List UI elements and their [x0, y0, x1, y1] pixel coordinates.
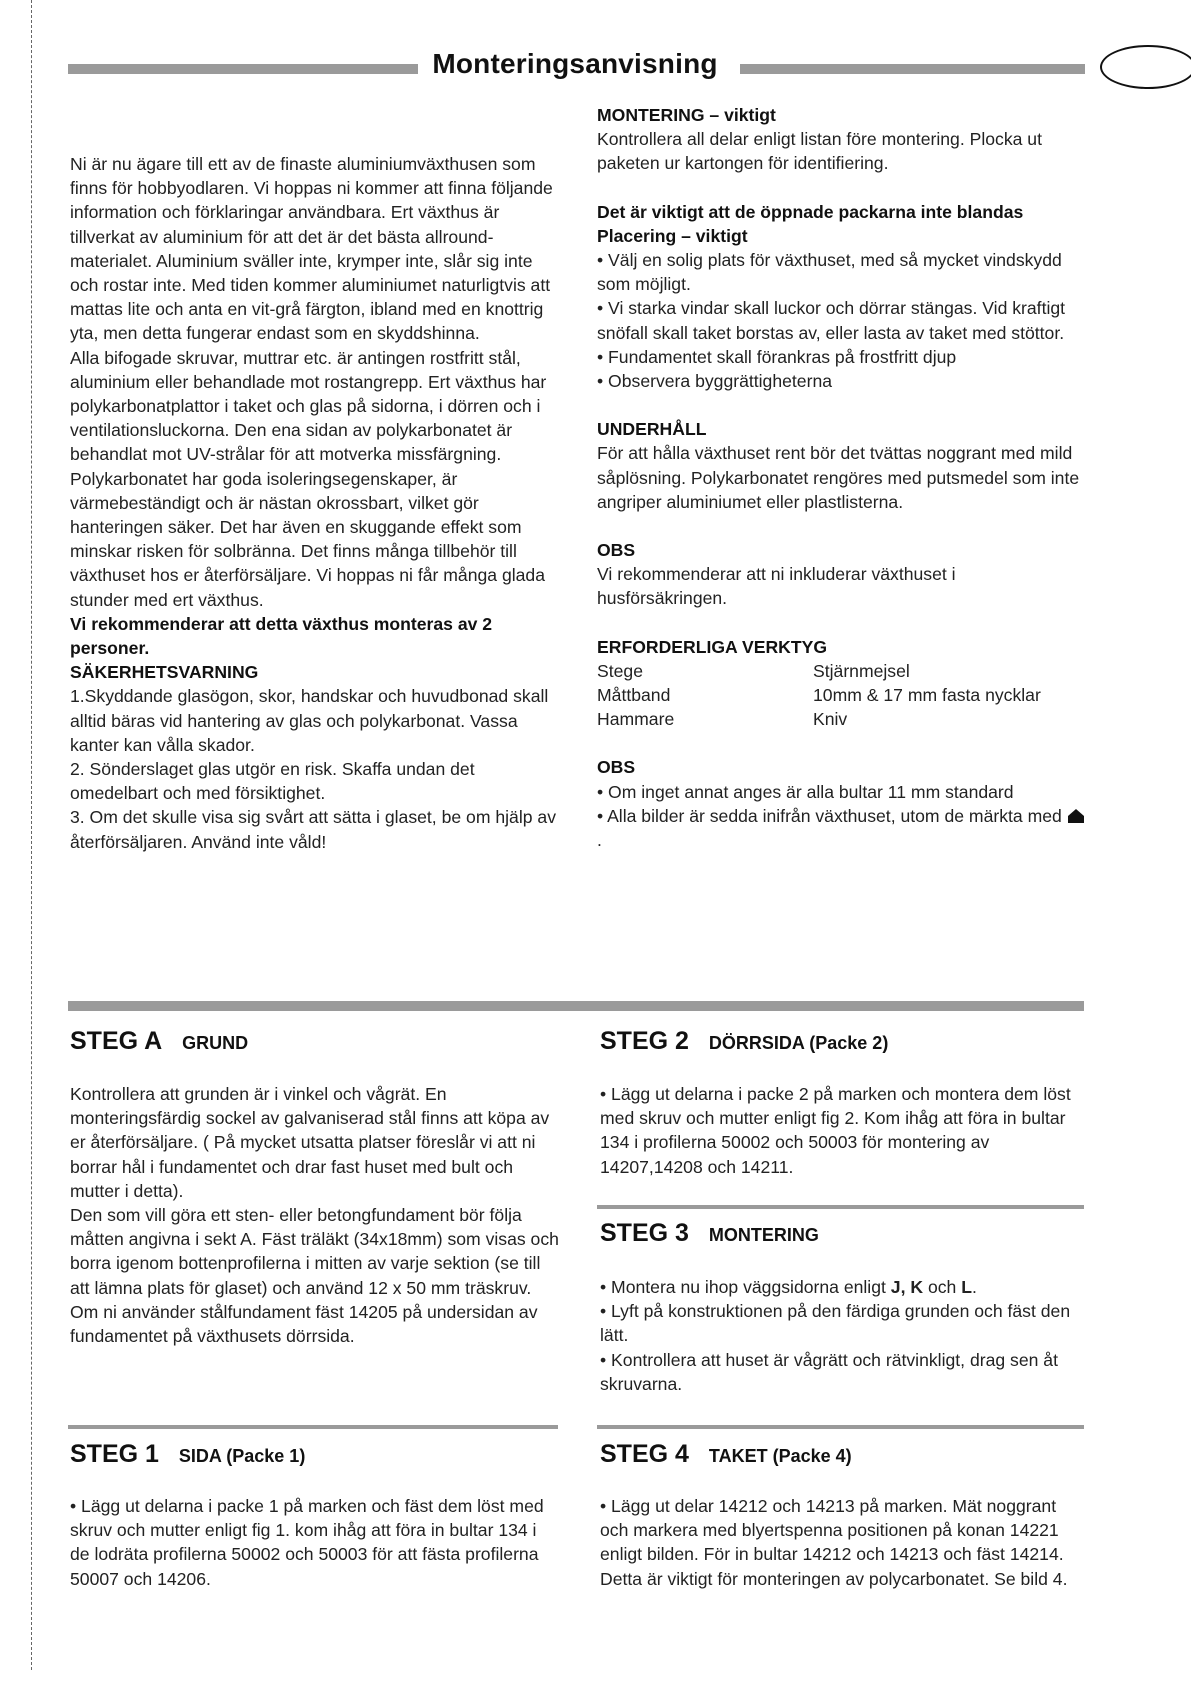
- step-a-text-2: Den som vill göra ett sten- eller betongfundament bör följa måtten angivna i sekt A. Fäst träläkt (34x18mm) som visas och borra igenom bottenprofilerna i mitten av varje sektion (se till att lämna plats för glaset) och använd 12 x 50 mm träskruv. Om ni använder stålfundament fäst 14205 på undersidan av fundamentet på växthusets dörrsida.: [70, 1205, 559, 1347]
- tool-item: Stjärnmejsel: [813, 660, 910, 681]
- step-4-header: [600, 1440, 1090, 1469]
- header-bar-left: [68, 64, 418, 74]
- step-1-divider: [68, 1425, 558, 1429]
- page-margin-line: [31, 0, 32, 1670]
- step-1-body: [70, 1494, 560, 1591]
- step-3-body: [600, 1275, 1088, 1396]
- step-a-number: STEG A: [70, 1027, 163, 1055]
- mounting-heading: MONTERING – viktigt: [597, 105, 776, 125]
- obs-view-end: .: [597, 830, 602, 851]
- safety-heading: SÄKERHETSVARNING: [70, 662, 259, 683]
- maintenance-text: För att hålla växthuset rent bör det tvättas noggrant med mild såplösning. Polykarbonatet rengöres med putsmedel som inte angriper aluminiumet eller plastlisterna.: [597, 443, 1080, 512]
- step-2-name: DÖRRSIDA (Packe 2): [708, 1033, 889, 1053]
- obs-insurance-block: [597, 538, 1087, 611]
- safety-line-1: 1.Skyddande glasögon, skor, handskar och huvudbonad skall alltid bäras vid hantering av glas och polykarbonat. Vassa kanter kan vålla skador.: [70, 686, 549, 755]
- obs-standards-block: [597, 755, 1087, 852]
- house-icon: [1067, 808, 1085, 824]
- step-1-number: STEG 1: [70, 1440, 159, 1468]
- tools-block: [597, 635, 1087, 732]
- tools-heading: ERFORDERLIGA VERKTYG: [597, 636, 828, 657]
- placement-bullet: • Observera byggrättigheterna: [597, 371, 833, 392]
- step-4-section: [600, 1440, 1090, 1469]
- obs-heading: OBS: [597, 540, 636, 561]
- step-3-bullet-1: [600, 1275, 1088, 1299]
- intro-paragraph-1: Ni är nu ägare till ett av de finaste aluminiumväxthusen som finns för hobbyodlaren. Vi hoppas ni kommer att finna följande information och förklaringar användbara. Ert växthus är tillverkat av aluminium för att det är det bästa allround-materialet. Aluminium sväller inte, krymper inte, slår sig inte och rostar inte. Med tiden kommer aluminiumet naturligtvis att mattas lite och anta en vit-grå färgton, ibland med en knottrig yta, men detta fungerar endast som en skyddshinna.: [70, 154, 553, 344]
- step-a-header: [70, 1027, 570, 1056]
- step-4-name: TAKET (Packe 4): [708, 1446, 852, 1466]
- step-3-name: MONTERING: [708, 1225, 819, 1245]
- step-2-number: STEG 2: [600, 1027, 689, 1055]
- conjunction: och: [927, 1277, 957, 1297]
- step-1-text: • Lägg ut delarna i packe 1 på marken och fäst dem löst med skruv och mutter enligt fig 1. kom ihåg att föra in bultar 134 i de lodräta profilerna 50002 och 50003 för att fästa profilerna 50007 och 14206.: [70, 1496, 544, 1589]
- step-3-bullet-3: • Kontrollera att huset är vågrätt och rätvinkligt, drag sen åt skruvarna.: [600, 1349, 1058, 1394]
- section-ref-j: J,: [890, 1277, 906, 1297]
- step-4-body: [600, 1494, 1088, 1591]
- step-1-section: [70, 1440, 570, 1469]
- obs-view-text: • Alla bilder är sedda inifrån växthuset, utom de märkta med: [597, 805, 1062, 826]
- step-3-number: STEG 3: [600, 1219, 689, 1247]
- language-badge: [1100, 45, 1191, 89]
- tool-item: Stege: [597, 660, 643, 681]
- page-title: Monteringsanvisning: [432, 48, 718, 79]
- step-a-text: Kontrollera att grunden är i vinkel och vågrät. En monteringsfärdig sockel av galvaniserad stål finns att köpa av er återförsäljare. ( På mycket utsatta platser föreslår vi att ni borrar hål i fundamentet och drar fast huset med bult och mutter i detta).: [70, 1084, 550, 1201]
- step-4-text: • Lägg ut delar 14212 och 14213 på marken. Mät noggrant och markera med blyertspenna positionen på konan 14221 enligt bilden. För in bultar 14212 och 14213 och fäst 14214. Detta är viktigt för monteringen av polycarbonatet. Se bild 4.: [600, 1496, 1068, 1589]
- instructions-section: [597, 103, 1087, 852]
- step-a-section: [70, 1027, 570, 1056]
- step-a-body: [70, 1082, 560, 1348]
- step-1-header: [70, 1440, 570, 1469]
- tool-item: Hammare: [597, 709, 675, 730]
- step-3-bullet-1-text: • Montera nu ihop väggsidorna enligt: [600, 1277, 886, 1297]
- step-3-bullet-1-end: .: [971, 1277, 977, 1297]
- placement-bullet: • Fundamentet skall förankras på frostfritt djup: [597, 346, 957, 367]
- placement-heading: Placering – viktigt: [597, 225, 748, 246]
- maintenance-heading: UNDERHÅLL: [597, 419, 707, 440]
- placement-block: [597, 224, 1087, 393]
- step-3-section: [600, 1219, 1090, 1248]
- maintenance-block: [597, 417, 1087, 514]
- step-2-body: [600, 1082, 1088, 1179]
- safety-warning: [70, 660, 560, 854]
- step-1-name: SIDA (Packe 1): [178, 1446, 306, 1466]
- intro-section: [70, 152, 560, 854]
- step-a-name: GRUND: [182, 1033, 249, 1053]
- two-person-recommendation: Vi rekommenderar att detta växthus monteras av 2 personer.: [70, 613, 493, 659]
- obs-bolts-bullet: • Om inget annat anges är alla bultar 11 mm standard: [597, 781, 1014, 802]
- mounting-text: Kontrollera all delar enligt listan före montering. Plocka ut paketen ur kartongen för identifiering.: [597, 129, 1042, 174]
- safety-line-3: 3. Om det skulle visa sig svårt att sätta i glaset, be om hjälp av återförsäljaren. Använd inte våld!: [70, 807, 557, 852]
- placement-bullet: • Välj en solig plats för växthuset, med så mycket vindskydd som möjligt.: [597, 250, 1062, 295]
- tool-item: 10mm & 17 mm fasta nycklar: [813, 685, 1041, 706]
- placement-bullet: • Vi starka vindar skall luckor och dörrar stängas. Vid kraftigt snöfall skall taket borstas av, eller lasta av taket med stöttor.: [597, 298, 1066, 343]
- step-3-divider: [597, 1205, 1084, 1209]
- section-ref-l: L: [961, 1277, 972, 1297]
- tool-item: Kniv: [813, 709, 848, 730]
- step-2-section: [600, 1027, 1090, 1056]
- step-3-bullet-2: • Lyft på konstruktionen på den färdiga grunden och fäst den lätt.: [600, 1301, 1071, 1346]
- step-4-number: STEG 4: [600, 1440, 689, 1468]
- safety-line-2: 2. Sönderslaget glas utgör en risk. Skaffa undan det omedelbart och med försiktighet.: [70, 759, 475, 804]
- step-2-header: [600, 1027, 1090, 1056]
- step-4-divider: [597, 1425, 1084, 1429]
- intro-paragraph-2: Alla bifogade skruvar, muttrar etc. är antingen rostfritt stål, aluminium eller behandlade mot rostangrepp. Ert växthus har polykarbonatplattor i taket och glas på sidorna, i dörren och i ventilationsluckorna. Den ena sidan av polykarbonatet är behandlat mot UV-strålar för att motverka missfärgning. Polykarbonatet har goda isoleringsegenskaper, är värmebeständigt och är nästan okrossbart, vilket gör hanteringen säker. Det har även en skuggande effekt som minskar risken för solbränna. Det finns många tillbehör till växthuset hos er återförsäljare. Vi hoppas ni får många glada stunder med ert växthus.: [70, 347, 547, 610]
- step-2-text: • Lägg ut delarna i packe 2 på marken och montera dem löst med skruv och mutter enligt fig 2. Kom ihåg att föra in bultar 134 i profilerna 50002 och 50003 för montering av 14207,14208 och 14211.: [600, 1084, 1071, 1177]
- section-separator-bar: [68, 1001, 1084, 1011]
- step-3-header: [600, 1219, 1090, 1248]
- packages-warning: Det är viktigt att de öppnade packarna inte blandas: [597, 201, 1024, 222]
- tools-table: [597, 659, 1087, 732]
- obs-heading: OBS: [597, 757, 636, 778]
- obs-insurance-text: Vi rekommenderar att ni inkluderar växthuset i husförsäkringen.: [597, 564, 956, 609]
- tool-item: Måttband: [597, 685, 671, 706]
- mounting-block: [597, 103, 1087, 176]
- section-ref-k: K: [910, 1277, 924, 1297]
- obs-view-bullet: [597, 804, 1087, 852]
- header-bar-right: [740, 64, 1085, 74]
